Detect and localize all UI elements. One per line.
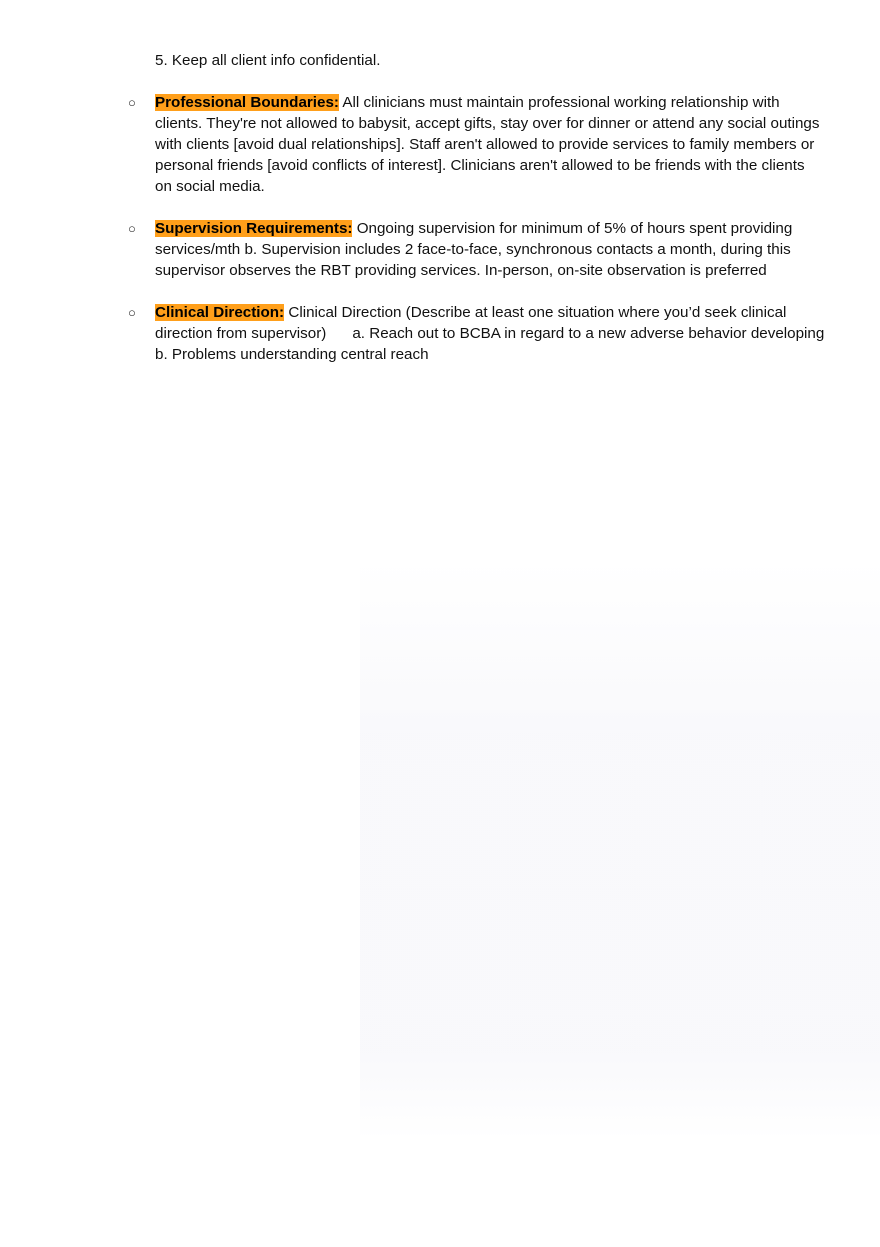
bullet-circle-icon: ○ bbox=[128, 305, 136, 320]
item-body-text: Clinical Direction (Describe at least one situation where you’d seek clinical direction from supervisor) bbox=[155, 304, 787, 342]
bullet-circle-icon: ○ bbox=[128, 95, 136, 110]
bullet-item-clinical-direction bbox=[128, 302, 825, 365]
item-body-text: All clinicians must maintain professional working relationship with clients. They're not allowed to babysit, accept gifts, stay over for dinner or attend any social outings with clients [avoid dual relationships]. Staff aren't allowed to provide services to family members or personal friends [avoid conflicts of interest]. Clinicians aren't allowed to be friends with the clients on social media. bbox=[155, 94, 820, 195]
bullet-circle-icon: ○ bbox=[128, 221, 136, 236]
item-heading-highlight: Supervision Requirements: bbox=[155, 220, 353, 237]
item-heading-highlight: Clinical Direction: bbox=[155, 304, 285, 321]
item-heading-highlight: Professional Boundaries: bbox=[155, 94, 339, 111]
intro-line: 5. Keep all client info confidential. bbox=[155, 52, 381, 69]
bullet-item-professional-boundaries bbox=[128, 92, 825, 197]
bullet-item-supervision-requirements bbox=[128, 218, 825, 281]
item-body-text-continued: a. Reach out to BCBA in regard to a new adverse behavior developing b. Problems understanding central reach bbox=[155, 325, 825, 363]
item-body-text: Ongoing supervision for minimum of 5% of hours spent providing services/mth b. Supervision includes 2 face-to-face, synchronous contacts a month, during this supervisor observes the RBT providing services. In-person, on-site observation is preferred bbox=[155, 220, 793, 279]
document-body bbox=[128, 50, 825, 386]
scan-shading bbox=[360, 560, 880, 1140]
